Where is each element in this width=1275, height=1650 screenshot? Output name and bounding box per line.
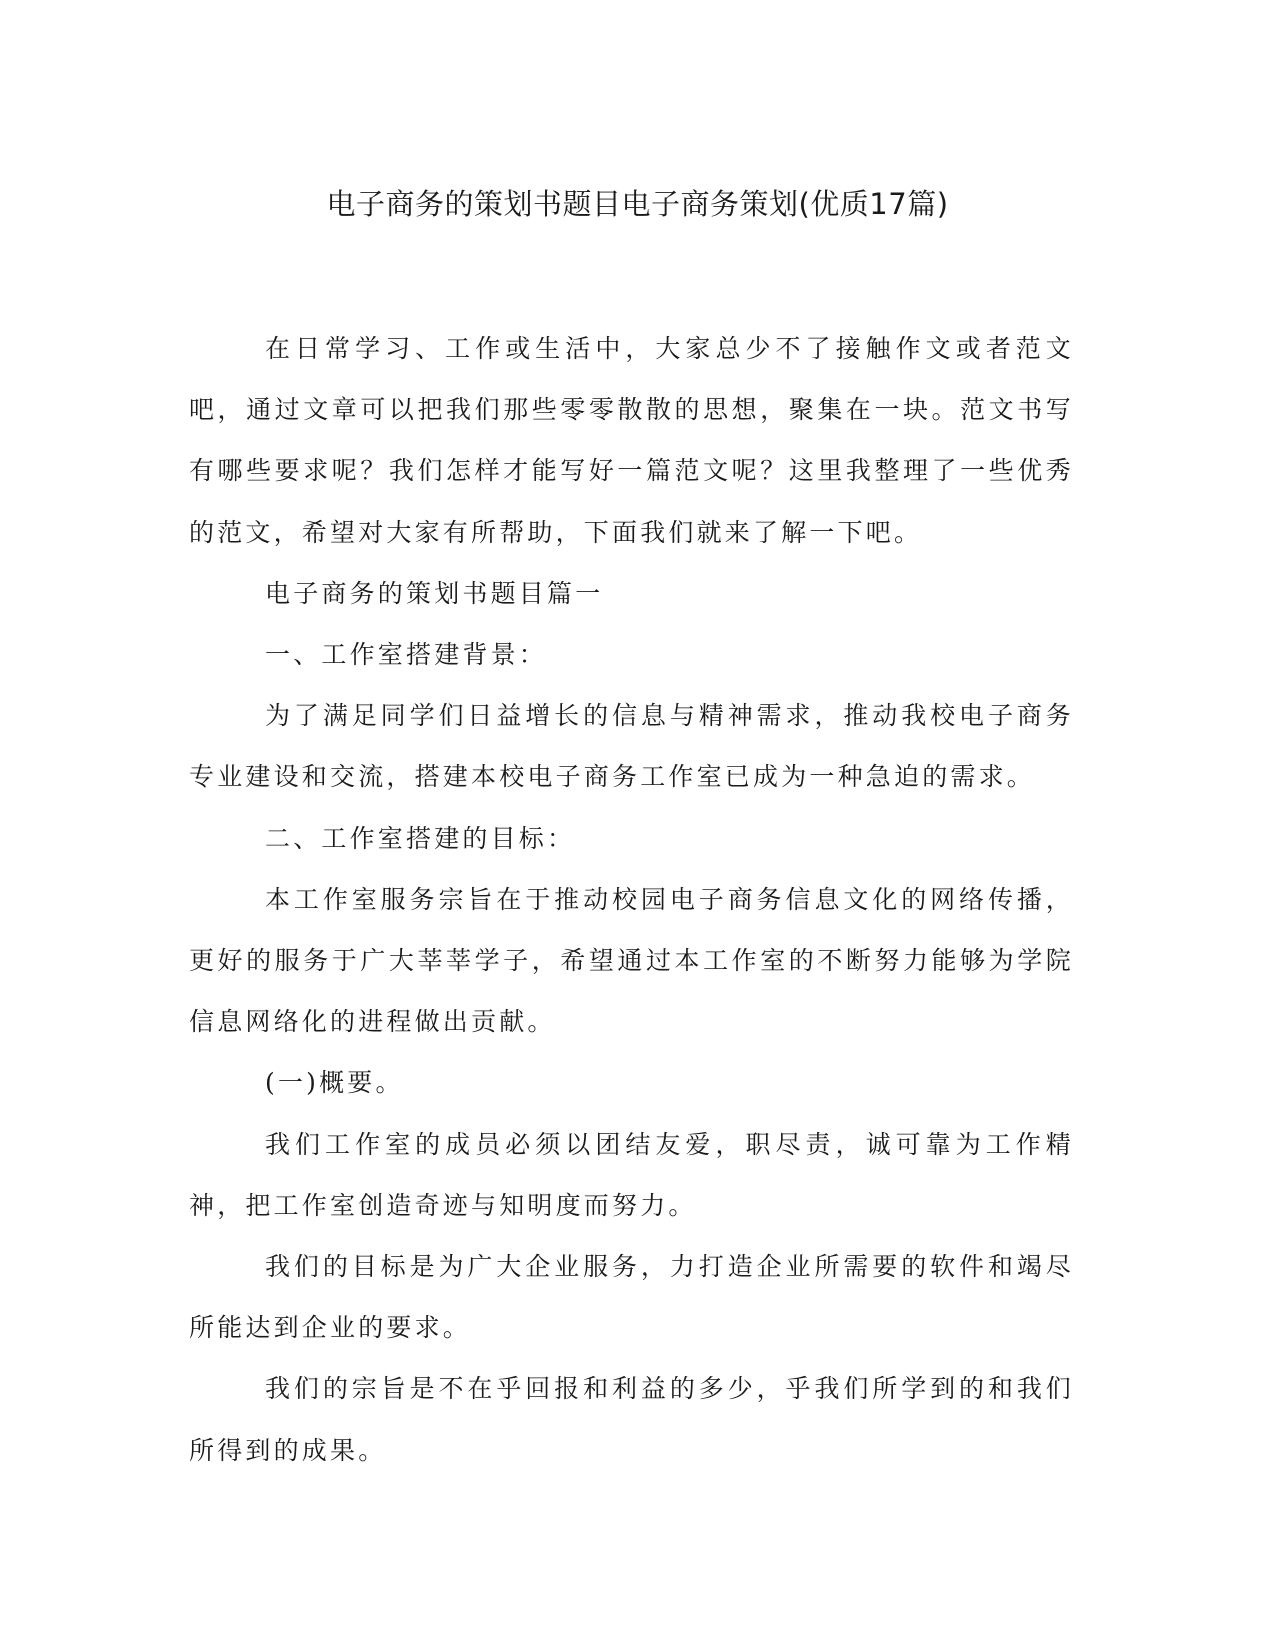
paragraph-intro: 在日常学习、工作或生活中，大家总少不了接触作文或者范文吧，通过文章可以把我们那些零零散散的思想，聚集在一块。范文书写有哪些要求呢？我们怎样才能写好一篇范文呢？这里我整理了一些优秀的范文，希望对大家有所帮助，下面我们就来了解一下吧。 xyxy=(189,334,1074,547)
paragraph-heading-background: 一、工作室搭建背景： xyxy=(265,640,548,670)
document-title: 电子商务的策划书题目电子商务策划(优质17篇) xyxy=(326,187,949,221)
document-body xyxy=(189,318,1074,1481)
paragraph-team-spirit: 我们工作室的成员必须以团结友爱，职尽责，诚可靠为工作精神，把工作室创造奇迹与知明度而努力。 xyxy=(189,1129,1074,1220)
paragraph-background: 为了满足同学们日益增长的信息与精神需求，推动我校电子商务专业建设和交流，搭建本校电子商务工作室已成为一种急迫的需求。 xyxy=(189,701,1074,792)
paragraph-goals: 本工作室服务宗旨在于推动校园电子商务信息文化的网络传播，更好的服务于广大莘莘学子，希望通过本工作室的不断努力能够为学院信息网络化的进程做出贡献。 xyxy=(189,884,1074,1037)
paragraph-objective: 我们的目标是为广大企业服务，力打造企业所需要的软件和竭尽所能达到企业的要求。 xyxy=(189,1252,1074,1343)
paragraph-section-heading: 电子商务的策划书题目篇一 xyxy=(265,578,604,608)
paragraph-heading-summary: (一)概要。 xyxy=(265,1068,404,1098)
paragraph-purpose: 我们的宗旨是不在乎回报和利益的多少，乎我们所学到的和我们所得到的成果。 xyxy=(189,1374,1074,1465)
paragraph-heading-goals: 二、工作室搭建的目标： xyxy=(265,823,576,853)
